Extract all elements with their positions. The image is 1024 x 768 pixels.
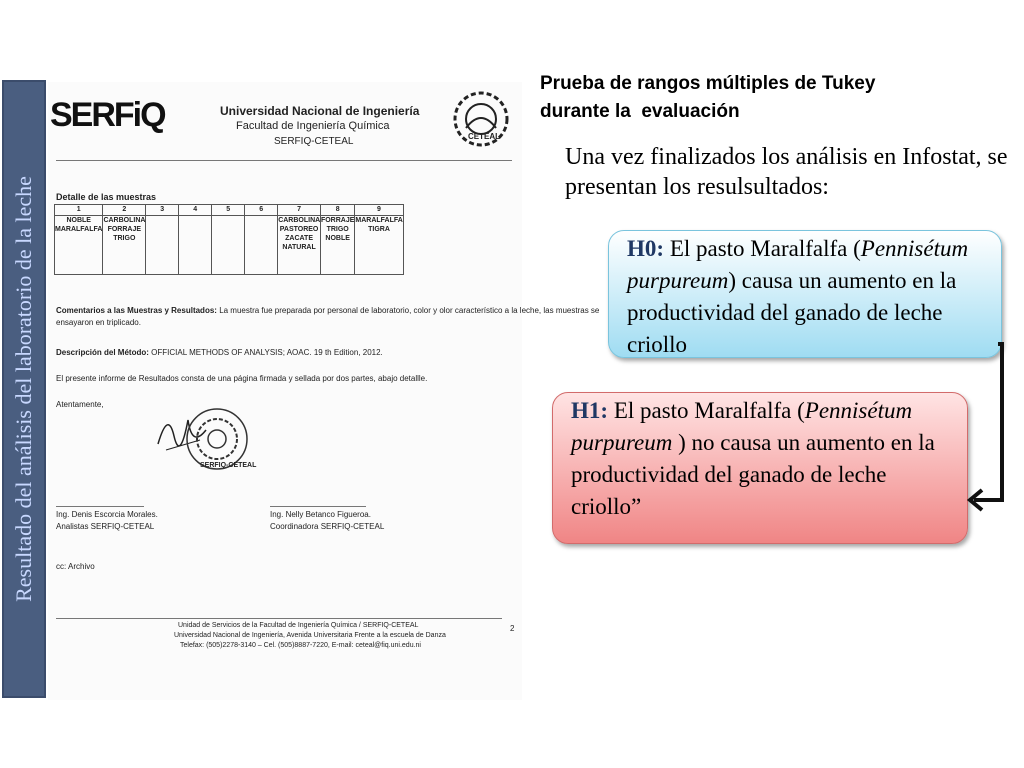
signer2-role: Coordinadora SERFIQ-CETEAL [270,522,385,531]
h1-label: H1: [571,398,609,423]
comments-text: La muestra fue preparada por personal de laboratorio, color y olor característico a la leche, las muestras se [219,306,600,315]
hypothesis-h0-box [608,230,1002,358]
signer2-line [270,506,366,507]
slide-title [540,70,980,126]
hypothesis-h1-box [552,392,968,544]
serfiq-logo: SERFiQ [50,96,165,134]
intro-text: Una vez finalizados los análisis en Infostat, se presentan los resulsultados: [565,144,1008,200]
sample-number: 9 [355,205,403,216]
footer-line-1: Unidad de Servicios de la Facultad de Ingeniería Química / SERFIQ-CETEAL [178,622,419,629]
h1-text-a: El pasto Maralfalfa ( [608,398,805,423]
stamp-label: SERFIQ-CETEAL [200,462,257,469]
report-note: El presente informe de Resultados consta de una página firmada y sellada por dos partes, abajo detallle. [56,374,428,383]
sample-name: FORRAJE TRIGO NOBLE [320,216,354,275]
comments-label: Comentarios a las Muestras y Resultados: [56,306,217,315]
footer-line-3: Telefax: (505)2278-3140 – Cel. (505)8887-7220, E-mail: ceteal@fiq.uni.edu.ni [180,642,421,649]
unit-name: SERFIQ-CETEAL [274,136,354,147]
seal-label: CETEAL [468,132,500,141]
samples-table [54,204,404,275]
greeting: Atentamente, [56,400,104,409]
signer1-name: Ing. Denis Escorcia Morales. [56,510,158,519]
sample-name [146,216,179,275]
sample-number: 7 [278,205,321,216]
comments-line-2: ensayaron en triplicado. [56,318,141,327]
sample-number: 8 [320,205,354,216]
sample-name: NOBLE MARALFALFA [55,216,103,275]
sample-name: CARBOLINA PASTOREO ZACATE NATURAL [278,216,321,275]
sample-number: 6 [245,205,278,216]
h0-text-a: El pasto Maralfalfa ( [664,236,861,261]
comments-line-1 [56,306,599,315]
method-text: OFFICIAL METHODS OF ANALYSIS; AOAC. 19 th Edition, 2012. [151,348,383,357]
h0-text-b: ) causa un aumento en la productividad del ganado de leche criollo [627,268,957,357]
sample-name [179,216,212,275]
h1-species: Pennisétum purpureum [571,398,913,455]
h0-label: H0: [627,236,665,261]
sample-number: 2 [103,205,146,216]
sample-number: 3 [146,205,179,216]
h1-text-b: ) no causa un aumento en la productividad del ganado de leche criollo” [571,430,935,519]
signer1-line [56,506,144,507]
footer-line-2: Universidad Nacional de Ingeniería, Avenida Universitaria Frente a la escuela de Danza [174,632,446,639]
faculty-name: Facultad de Ingeniería Química [236,120,390,132]
vertical-title: Resultado del análisis del laboratorio de la leche [11,176,36,602]
sample-name [245,216,278,275]
sample-number: 4 [179,205,212,216]
header-divider [56,160,512,161]
sample-number: 1 [55,205,103,216]
page-number: 2 [510,624,515,633]
sample-name [212,216,245,275]
method-line [56,348,383,357]
slide-title-line-2: durante la evaluación [540,101,740,122]
sample-name: MARALFALFA TIGRA [355,216,403,275]
signer1-role: Analistas SERFIQ-CETEAL [56,522,155,531]
method-label: Descripción del Método: [56,348,149,357]
sample-name: CARBOLINA FORRAJE TRIGO [103,216,146,275]
vertical-title-bar [2,80,46,698]
slide-title-line-1: Prueba de rangos múltiples de Tukey [540,73,876,94]
signer2-name: Ing. Nelly Betanco Figueroa. [270,510,371,519]
cc-line: cc: Archivo [56,562,95,571]
sample-number: 5 [212,205,245,216]
connector-arrow-icon [960,340,1010,520]
h0-species: Pennisétum purpureum [627,236,969,293]
samples-title: Detalle de las muestras [56,192,157,202]
university-name: Universidad Nacional de Ingeniería [220,104,420,118]
footer-divider [56,618,502,619]
